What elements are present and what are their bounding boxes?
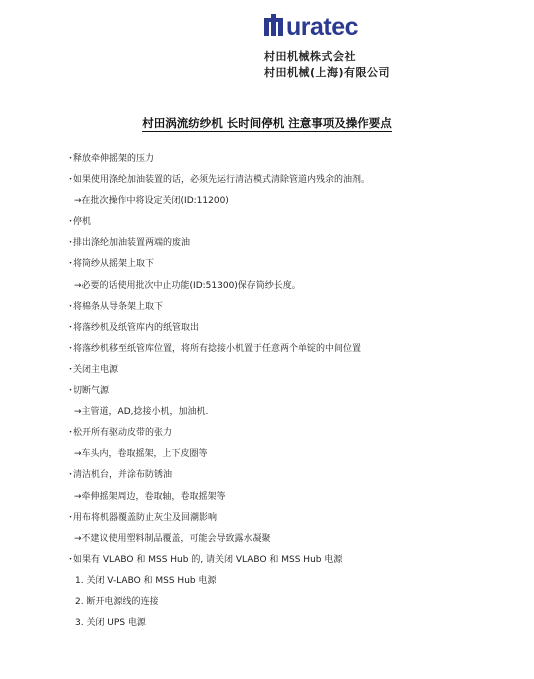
list-item-text: 如果有 VLABO 和 MSS Hub 的, 请关闭 VLABO 和 MSS Hub 电源 [73,554,343,565]
bullet-marker: ・ [66,428,76,439]
list-item-numbered [62,575,522,596]
bullet-marker: ・ [66,554,76,565]
list-item-text: 释放牵伸摇架的压力 [73,154,155,164]
list-item [62,216,522,237]
list-item-detail-text: →必要的话使用批次中止功能(ID:51300)保存筒纱长度。 [74,280,301,291]
bullet-marker: ・ [66,217,76,228]
list-item [62,427,522,448]
instruction-list [62,153,522,638]
bullet-marker: ・ [66,238,76,249]
list-item [62,364,522,385]
list-item-detail [62,533,522,554]
bullet-marker: ・ [66,512,76,523]
list-item [62,301,522,322]
bullet-marker: ・ [66,364,76,375]
logo-wordmark: uratec [286,13,359,40]
list-item [62,237,522,258]
list-item [62,258,522,279]
list-item-text: 清洁机台，并涂布防锈油 [73,470,173,481]
list-item [62,512,522,533]
company-name-shanghai: 村田机械(上海)有限公司 [264,66,391,79]
list-item [62,174,522,195]
document-title [0,116,534,130]
list-item-text: 关闭主电源 [73,364,119,375]
company-name-japan: 村田机械株式会社 [264,50,356,63]
list-item-detail-text: →主管道，AD,捻接小机，加油机. [74,407,209,418]
list-item-detail [62,280,522,301]
list-item-text: 将棉条从导条架上取下 [73,301,164,312]
numbered-step-text: 1. 关闭 V-LABO 和 MSS Hub 电源 [75,575,217,586]
list-item-text: 将落纱机移至纸管库位置，将所有捻接小机置于任意两个单锭的中间位置 [73,343,362,354]
list-item-numbered [62,617,522,638]
list-item-text: 排出涤纶加油装置两端的废油 [73,238,191,249]
bullet-marker: ・ [66,301,76,312]
bullet-marker: ・ [66,386,76,397]
list-item [62,385,522,406]
list-item-numbered [62,596,522,617]
bullet-marker: ・ [66,322,76,333]
muratec-logo-graphic [262,10,402,40]
muratec-logo [262,10,402,40]
numbered-step-text: 3. 关闭 UPS 电源 [75,618,146,629]
list-item-detail [62,406,522,427]
list-item-text: 如果使用涤纶加油装置的话，必须先运行清洁模式清除管道内残余的油剂。 [73,175,371,186]
numbered-step-text: 2. 断开电源线的连接 [75,596,159,607]
list-item-text: 切断气源 [73,386,110,397]
bullet-marker: ・ [66,259,76,270]
list-item-detail [62,195,522,216]
list-item [62,469,522,490]
list-item-text: 用布将机器覆盖防止灰尘及回潮影响 [73,512,218,523]
list-item-text: 将筒纱从摇架上取下 [73,259,155,270]
list-item-detail [62,491,522,512]
list-item-detail-text: →牵伸摇架周边，卷取轴，卷取摇架等 [74,491,226,502]
bullet-marker: ・ [66,343,76,354]
document-title-text: 村田涡流纺纱机 长时间停机 注意事项及操作要点 [142,116,392,130]
list-item-text: 停机 [73,217,92,228]
bullet-marker: ・ [66,470,76,481]
list-item-detail-text: →不建议使用塑料制品覆盖，可能会导致露水凝聚 [74,533,271,544]
list-item [62,153,522,174]
list-item [62,322,522,343]
list-item-text: 将落纱机及纸管库内的纸管取出 [73,322,200,333]
list-item-text: 松开所有驱动皮带的张力 [73,428,173,439]
list-item [62,554,522,575]
list-item [62,343,522,364]
list-item-detail-text: →在批次操作中将设定关闭(ID:11200) [74,196,229,207]
bullet-marker: ・ [66,154,76,164]
bullet-marker: ・ [66,175,76,186]
list-item-detail-text: →车头内，卷取摇架，上下皮圈等 [74,449,208,460]
list-item-detail [62,448,522,469]
